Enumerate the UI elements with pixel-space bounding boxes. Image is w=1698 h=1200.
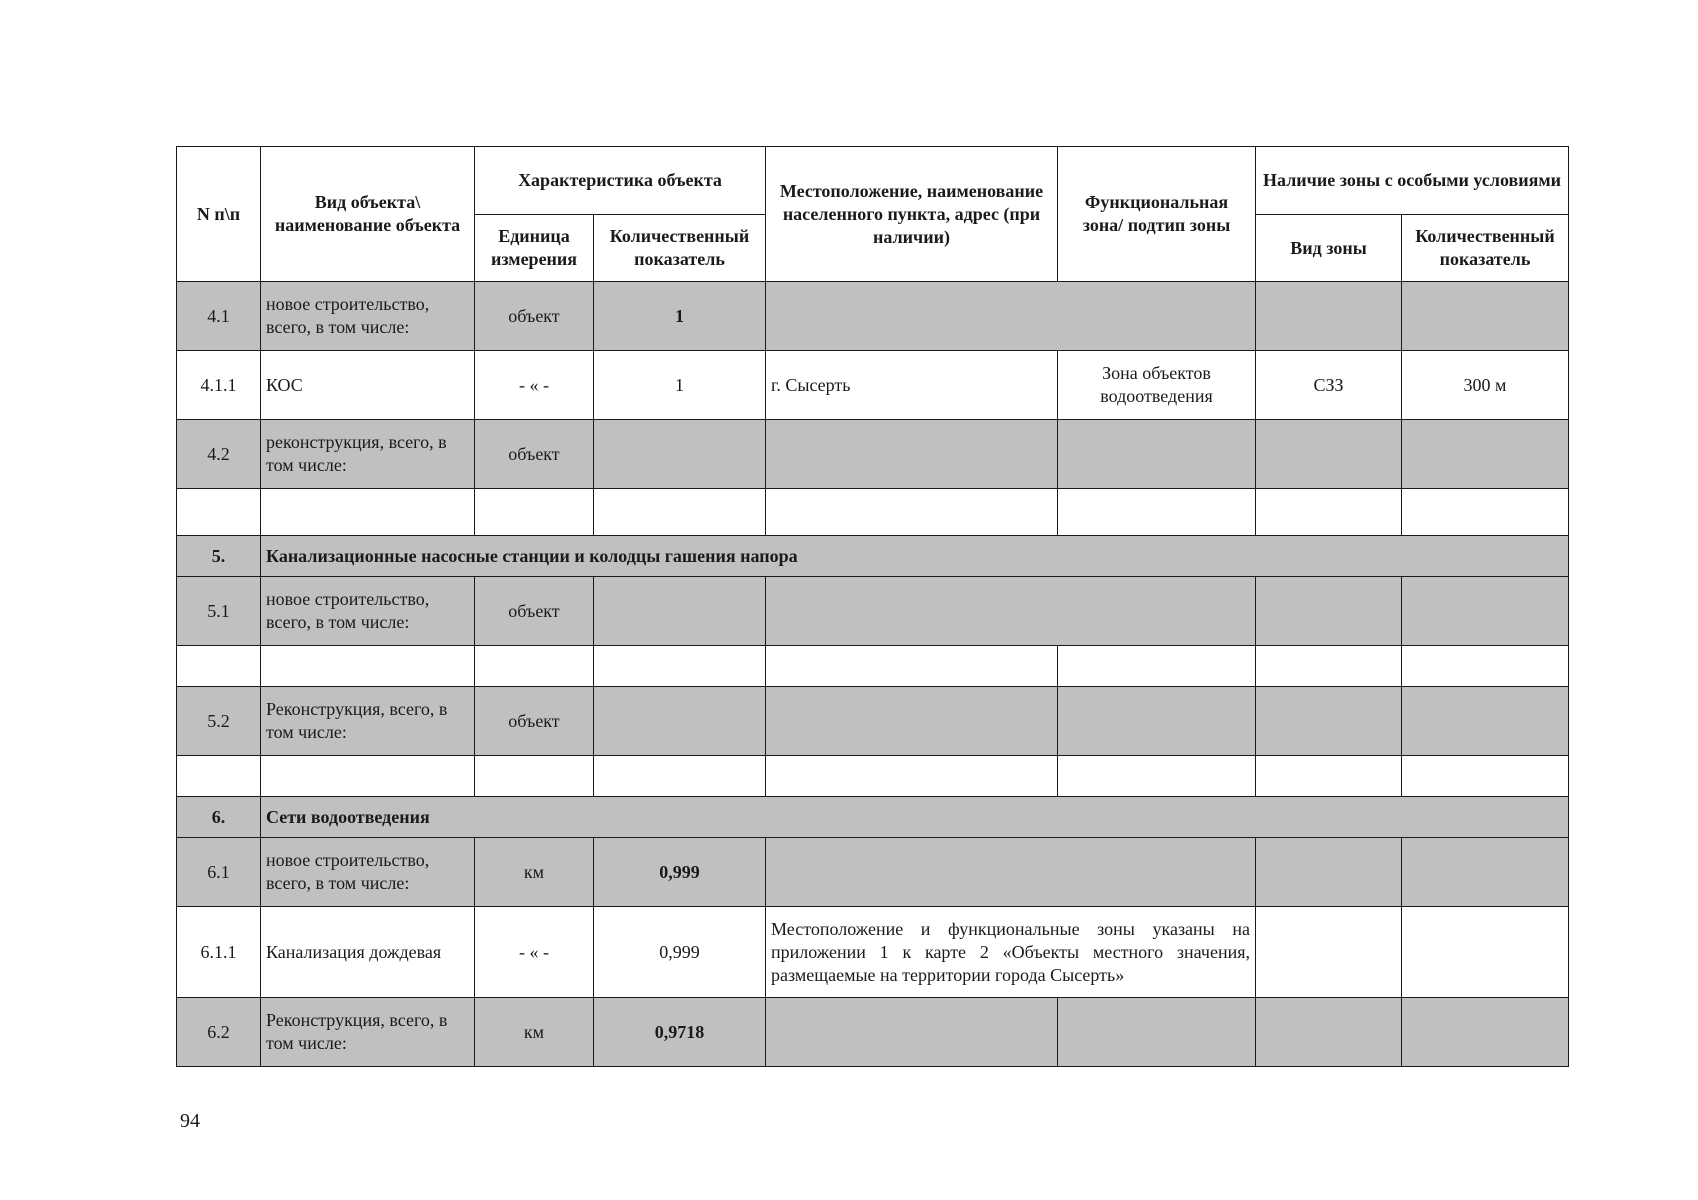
header-special-zone: Наличие зоны с особыми условиями [1256,147,1569,215]
table-row [177,577,1569,646]
table-row-empty [177,489,1569,536]
row-num: 5.1 [177,577,261,646]
row-location: Местоположение и функциональные зоны указаны на приложении 1 к карте 2 «Объекты местного значения, размещаемые на территории города Сысерть» [766,907,1256,998]
row-qty [594,420,766,489]
row-num: 4.1.1 [177,351,261,420]
table-row [177,420,1569,489]
row-name: новое строительство, всего, в том числе: [261,577,475,646]
header-quantity: Количественный показатель [594,215,766,282]
row-num: 4.2 [177,420,261,489]
row-functional-zone [1058,420,1256,489]
table-row [177,907,1569,998]
row-zone-type [1256,577,1402,646]
row-zone-type [1256,687,1402,756]
section-row [177,536,1569,577]
row-zone-type [1256,998,1402,1067]
row-zone-type: СЗЗ [1256,351,1402,420]
header-zone-quantity: Количественный показатель [1402,215,1569,282]
row-unit: - « - [475,351,594,420]
row-functional-zone [1058,687,1256,756]
row-qty [594,577,766,646]
table-row [177,282,1569,351]
table-row [177,998,1569,1067]
row-zone-qty [1402,687,1569,756]
row-zone-qty [1402,838,1569,907]
header-functional-zone: Функциональная зона/ подтип зоны [1058,147,1256,282]
row-unit: объект [475,282,594,351]
row-num: 4.1 [177,282,261,351]
row-unit: объект [475,420,594,489]
row-name: КОС [261,351,475,420]
row-zone-qty [1402,907,1569,998]
row-zone-type [1256,282,1402,351]
row-zone-qty [1402,577,1569,646]
header-num: N п\п [177,147,261,282]
page-number: 94 [180,1110,200,1132]
section-num: 6. [177,797,261,838]
section-title: Сети водоотведения [261,797,1569,838]
row-num: 6.1 [177,838,261,907]
row-functional-zone: Зона объектов водоотведения [1058,351,1256,420]
row-location: г. Сысерть [766,351,1058,420]
row-location [766,838,1256,907]
row-zone-qty [1402,998,1569,1067]
section-num: 5. [177,536,261,577]
row-name: новое строительство, всего, в том числе: [261,838,475,907]
table-row [177,838,1569,907]
row-unit: км [475,998,594,1067]
table-row [177,351,1569,420]
row-zone-type [1256,907,1402,998]
table-row-empty [177,756,1569,797]
header-zone-type: Вид зоны [1256,215,1402,282]
row-qty: 0,999 [594,838,766,907]
row-name: Канализация дождевая [261,907,475,998]
row-name: реконструкция, всего, в том числе: [261,420,475,489]
row-unit: объект [475,687,594,756]
row-zone-type [1256,420,1402,489]
row-location [766,420,1058,489]
section-title: Канализационные насосные станции и колодцы гашения напора [261,536,1569,577]
row-unit: км [475,838,594,907]
row-location [766,282,1256,351]
row-zone-qty [1402,420,1569,489]
row-functional-zone [1058,998,1256,1067]
row-num: 6.1.1 [177,907,261,998]
header-location: Местоположение, наименование населенного пункта, адрес (при наличии) [766,147,1058,282]
row-qty [594,687,766,756]
table-row-empty [177,646,1569,687]
row-zone-type [1256,838,1402,907]
row-unit: - « - [475,907,594,998]
header-characteristic: Характеристика объекта [475,147,766,215]
row-location [766,687,1058,756]
header-unit: Единица измерения [475,215,594,282]
row-num: 5.2 [177,687,261,756]
row-location [766,577,1256,646]
row-zone-qty [1402,282,1569,351]
row-qty: 0,9718 [594,998,766,1067]
row-unit: объект [475,577,594,646]
row-qty: 1 [594,282,766,351]
row-name: новое строительство, всего, в том числе: [261,282,475,351]
row-location [766,998,1058,1067]
row-name: Реконструкция, всего, в том числе: [261,687,475,756]
row-name: Реконструкция, всего, в том числе: [261,998,475,1067]
row-zone-qty: 300 м [1402,351,1569,420]
row-qty: 0,999 [594,907,766,998]
header-object-type: Вид объекта\ наименование объекта [261,147,475,282]
table-row [177,687,1569,756]
row-qty: 1 [594,351,766,420]
objects-table [176,146,1569,1067]
row-num: 6.2 [177,998,261,1067]
section-row [177,797,1569,838]
